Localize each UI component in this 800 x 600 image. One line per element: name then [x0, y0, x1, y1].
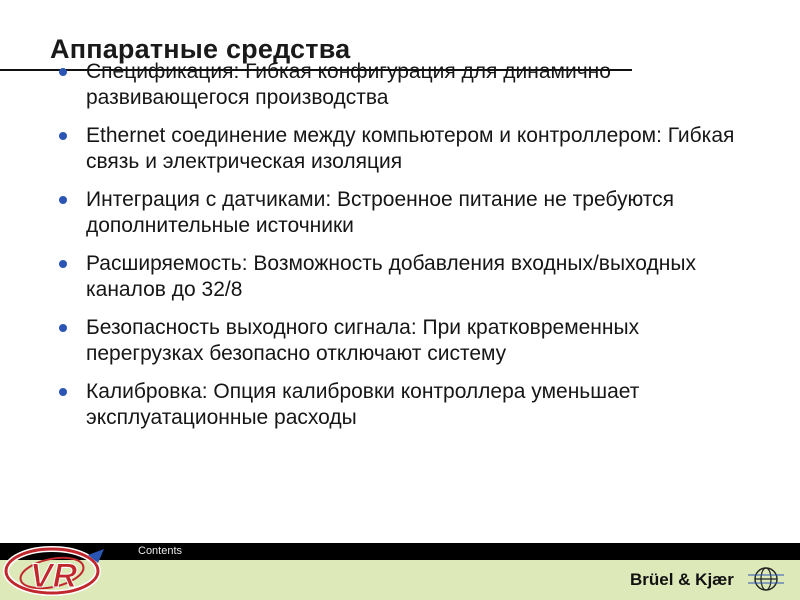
bullet-item [58, 59, 738, 111]
bullet-list [58, 59, 738, 443]
bullet-dot-icon [59, 388, 67, 396]
bullet-item [58, 251, 738, 303]
bullet-text: Калибровка: Опция калибровки контроллера уменьшает эксплуатационные расходы [86, 380, 640, 429]
vr-logo-icon [0, 543, 130, 600]
bullet-text: Ethernet соединение между компьютером и контроллером: Гибкая связь и электрическая изоляция [86, 124, 735, 173]
slide-title: Аппаратные средства [50, 34, 351, 64]
bullet-dot-icon [59, 324, 67, 332]
contents-link[interactable]: Contents [138, 545, 183, 557]
bullet-dot-icon [59, 196, 67, 204]
bullet-text: Расширяемость: Возможность добавления входных/выходных каналов до 32/8 [86, 252, 696, 301]
bullet-dot-icon [59, 132, 67, 140]
bullet-item [58, 379, 738, 431]
bullet-dot-icon [59, 68, 67, 76]
svg-text:VR: VR [30, 557, 78, 595]
globe-logo-icon [748, 566, 784, 592]
bullet-text: Безопасность выходного сигнала: При кратковременных перегрузках безопасно отключают систему [86, 316, 640, 365]
bullet-dot-icon [59, 260, 67, 268]
bullet-item [58, 315, 738, 367]
bullet-item [58, 123, 738, 175]
bullet-text: Интеграция с датчиками: Встроенное питание не требуются дополнительные источники [86, 188, 675, 237]
brand-name: Brüel & Kjær [630, 570, 734, 589]
bullet-text: Спецификация: Гибкая конфигурация для динамично развивающегося производства [86, 60, 611, 109]
bullet-item [58, 187, 738, 239]
